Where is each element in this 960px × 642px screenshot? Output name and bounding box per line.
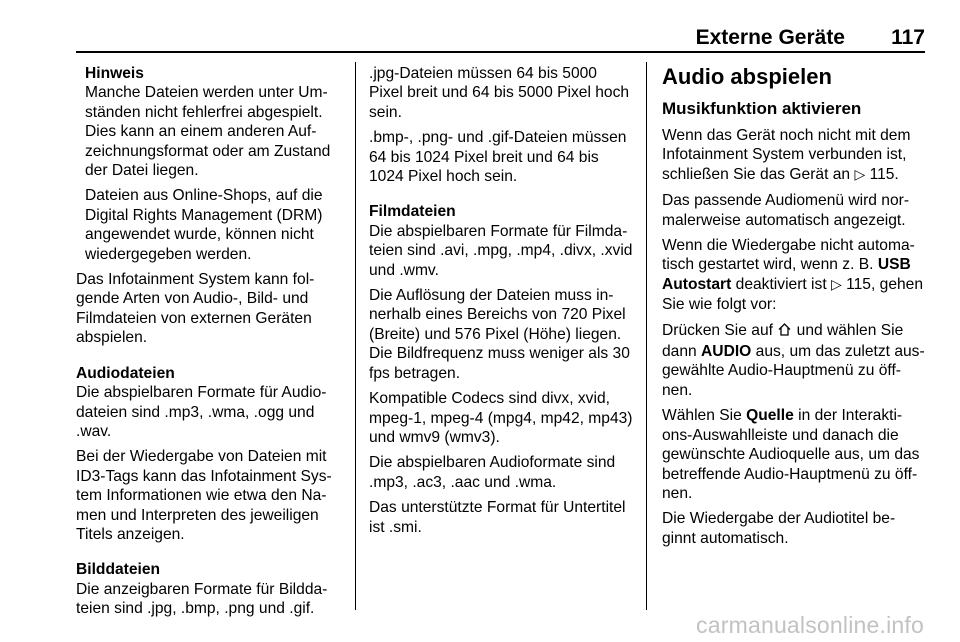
column-divider-2 [646,62,647,610]
subtitle-paragraph: Das unterstützte Format für Untertitel ist .smi. [369,499,626,536]
audio-files-paragraph: Die abspielbaren Formate für Audio-dateien sind .mp3, .wma, .ogg und .wav. [76,384,327,440]
select-source-paragraph: Wählen Sie Quelle in der Interakti-ons-Auswahlleiste und danach die gewünschte Audioquelle aus, um das betreffende Audio-Hauptmenü zu öff-nen. [662,407,920,502]
connect-paragraph: Wenn das Gerät noch nicht mit dem Infotainment System verbunden ist, schließen Sie das Gerät an ▷ 115. [662,127,911,183]
usb-autostart-label: USB Autostart [662,256,911,293]
watermark: carmanualsonline.info [696,612,924,638]
page-title: Externe Geräte [695,26,845,49]
ref-arrow-icon: ▷ [831,276,842,293]
page-header [76,26,925,52]
film-files-heading: Filmdateien [369,203,456,221]
resolution-paragraph: Die Auflösung der Dateien muss in-nerhalb eines Bereichs von 720 Pixel (Breite) und 576 Pixel (Höhe) liegen. Die Bildfrequenz muss weniger als 30 fps betragen. [369,287,630,382]
id3-paragraph: Bei der Wiedergabe von Dateien mit ID3-Tags kann das Infotainment Sys-tem Informationen wie etwa den Na-men und Interpreten des jeweiligen Titels anzeigen. [76,448,332,543]
audio-label: AUDIO [701,343,752,361]
column-1 [76,64,346,625]
image-files-paragraph: Die anzeigbaren Formate für Bildda-teien sind .jpg, .bmp, .png und .gif. [76,580,328,618]
source-label: Quelle [746,407,794,425]
section-subtitle: Musikfunktion aktivieren [662,99,862,118]
audio-menu-paragraph: Das passende Audiomenü wird nor-malerweise automatisch angezeigt. [662,192,910,229]
page-number: 117 [891,26,925,49]
audio-formats-paragraph: Die abspielbaren Audioformate sind .mp3, .ac3, .aac und .wma. [369,454,616,491]
bmp-paragraph: .bmp-, .png- und .gif-Dateien müssen 64 bis 1024 Pixel breit und 64 bis 1024 Pixel hoch sein. [369,129,627,186]
ref-arrow-icon: ▷ [854,166,866,183]
press-home-paragraph: Drücken Sie auf und wählen Sie dann AUDIO aus, um das zuletzt aus-gewählte Audio-Hauptmenü zu öff-nen. [662,321,925,399]
intro-paragraph: Das Infotainment System kann fol-gende Arten von Audio-, Bild- und Filmdateien von externen Geräten abspielen. [76,271,315,347]
home-icon [777,322,792,342]
column-divider-1 [355,62,356,610]
audio-files-heading: Audiodateien [76,364,175,382]
playback-paragraph: Die Wiedergabe der Audiotitel be-ginnt automatisch. [662,510,896,547]
column-3 [662,64,927,554]
autostart-paragraph: Wenn die Wiedergabe nicht automa-tisch gestartet wird, wenn z. B. USB Autostart deaktiviert ist ▷ 115, gehen Sie wie folgt vor: [662,237,924,314]
header-rule [76,51,925,53]
note-box [76,64,346,264]
codecs-paragraph: Kompatible Codecs sind divx, xvid, mpeg-1, mpeg-4 (mpg4, mp42, mp43) und wmv9 (wmv3). [369,390,633,446]
image-files-heading: Bilddateien [76,561,161,579]
film-files-paragraph: Die abspielbaren Formate für Filmda-teien sind .avi, .mpg, .mp4, .divx, .xvid und .wmv. [369,222,633,279]
column-2 [369,64,635,543]
note-paragraph-2: Dateien aus Online-Shops, auf die Digital Rights Management (DRM) angewendet wurde, können nicht wiedergegeben werden. [85,187,323,263]
note-paragraph-1: Manche Dateien werden unter Um-ständen nicht fehlerfrei abgespielt. Dies kann an einem anderen Auf-zeichnungsformat oder am Zustand der Datei liegen. [85,84,331,180]
section-title: Audio abspielen [662,64,832,89]
note-heading: Hinweis [85,65,144,82]
jpg-paragraph: .jpg-Dateien müssen 64 bis 5000 Pixel breit und 64 bis 5000 Pixel hoch sein. [369,65,630,121]
